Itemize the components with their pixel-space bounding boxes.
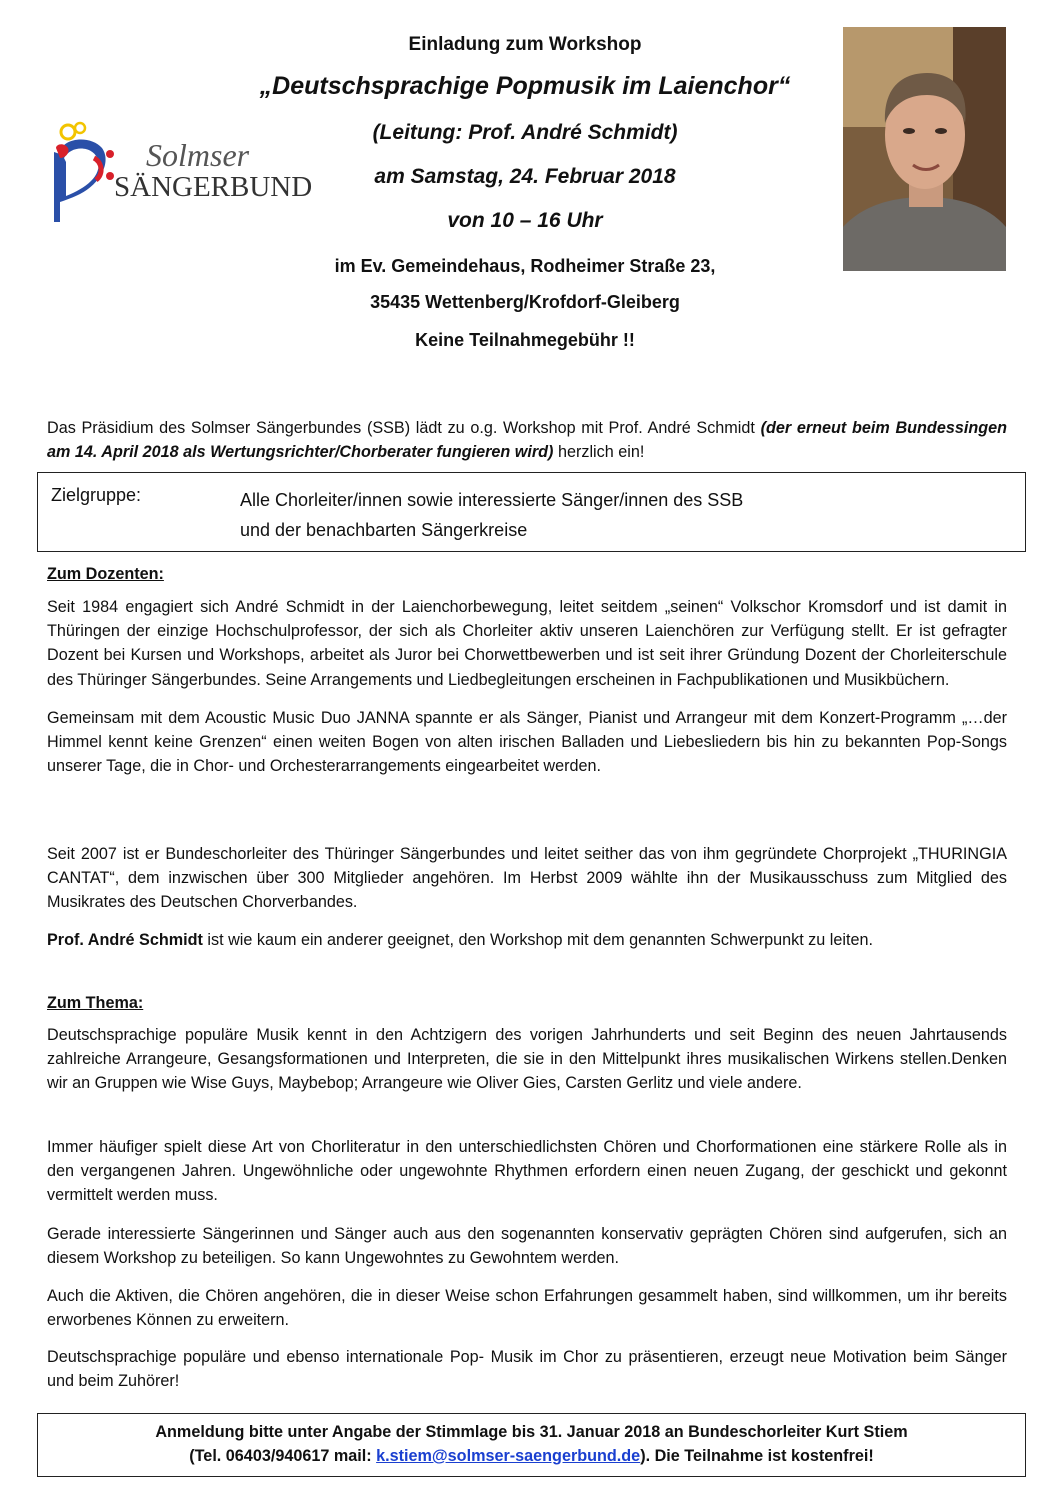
solmser-saengerbund-logo: [50, 118, 312, 230]
dozent-paragraph-1: Seit 1984 engagiert sich André Schmidt in der Laienchorbewegung, leitet seitdem „seinen“ Volkschor Kromsdorf und ist damit in Thüringen der einzige Hochschulprofessor, der sich als Chorleiter aktiv unseren Laienchören zur Verfügung stellt. Er ist gefragter Dozent bei Kursen und Workshops, arbeitet als Juror bei Chorwettbewerben und ist seit ihrer Gründung Dozent der Chorleiterschule des Thüringer Sängerbundes. Seine Arrangements und Liedbegleitungen erscheinen in Fachpublikationen und Musikbüchern.: [47, 598, 1007, 689]
workshop-invitation-label: Einladung zum Workshop: [408, 34, 642, 55]
target-group-line-2: und der benachbarten Sängerkreise: [240, 520, 528, 540]
workshop-time: von 10 – 16 Uhr: [447, 209, 603, 232]
portrait-photo: [843, 27, 1006, 271]
intro-paragraph: [47, 416, 1007, 464]
registration-line-1: Anmeldung bitte unter Angabe der Stimmlage bis 31. Januar 2018 an Bundeschorleiter Kurt Stiem: [155, 1423, 908, 1441]
workshop-date: am Samstag, 24. Februar 2018: [374, 165, 676, 188]
venue-line-1: im Ev. Gemeindehaus, Rodheimer Straße 23,: [334, 256, 716, 276]
fee-note: Keine Teilnahmegebühr !!: [415, 330, 635, 350]
dozent-paragraph-4: [47, 928, 1007, 952]
registration-box: [37, 1413, 1026, 1477]
dozent-paragraph-4-rest: ist wie kaum ein anderer geeignet, den Workshop mit dem genannten Schwerpunkt zu leiten.: [202, 931, 873, 949]
registration-phone-text: (Tel. 06403/940617 mail:: [189, 1447, 377, 1465]
dozent-paragraph-2: Gemeinsam mit dem Acoustic Music Duo JANNA spannte er als Sänger, Pianist und Arrangeur mit dem Konzert-Programm „…der Himmel kennt keine Grenzen“ einen weiten Bogen von alten irischen Balladen und Liebesliedern bis hin zu bekannten Pop-Songs unserer Tage, die in Chor- und Orchesterarrangements eingearbeitet werden.: [47, 709, 1007, 776]
target-group-box: [37, 472, 1026, 552]
section-heading-thema: Zum Thema:: [47, 994, 144, 1012]
section-heading-dozent: Zum Dozenten:: [47, 565, 164, 583]
thema-paragraph-4: Auch die Aktiven, die Chören angehören, die in dieser Weise schon Erfahrungen gesammelt haben, sind willkommen, um ihr bereits erworbenes Können zu erweitern.: [47, 1287, 1007, 1330]
dozent-paragraph-3: Seit 2007 ist er Bundeschorleiter des Thüringer Sängerbundes und leitet seither das von ihm gegründete Chorprojekt „THURINGIA CANTAT“, dem inzwischen über 300 Mitglieder angehören. Im Herbst 2009 wählte ihn der Musikausschuss zum Mitglied des Musikrates des Deutschen Chorverbandes.: [47, 845, 1007, 912]
registration-line-2: [38, 1444, 1025, 1468]
intro-text-a: Das Präsidium des Solmser Sängerbundes (SSB) lädt zu o.g. Workshop mit Prof. André Schmidt: [47, 419, 761, 437]
workshop-leader: (Leitung: Prof. André Schmidt): [372, 121, 678, 144]
logo-text-solmser: Solmser: [146, 137, 250, 173]
intro-text-b: herzlich ein!: [553, 443, 645, 462]
registration-free-text: ). Die Teilnahme ist kostenfrei!: [640, 1447, 874, 1465]
thema-paragraph-5: Deutschsprachige populäre und ebenso internationale Pop- Musik im Chor zu präsentieren, erzeugt neue Motivation beim Sänger und beim Zuhörer!: [47, 1348, 1007, 1391]
bass-clef-icon: [54, 123, 114, 222]
target-group-text: [240, 485, 1010, 545]
thema-paragraph-1: Deutschsprachige populäre Musik kennt in den Achtzigern des vorigen Jahrhunderts und seit Beginn des neuen Jahrtausends zahlreiche Arrangeure, Gesangsformationen und Interpreten, die sie in den Mittelpunkt ihres musikalischen Wirkens stellen.Denken wir an Gruppen wie Wise Guys, Maybebop; Arrangeure wie Oliver Gies, Carsten Gerlitz und viele andere.: [47, 1026, 1007, 1093]
workshop-title: „Deutschsprachige Popmusik im Laienchor“: [259, 72, 791, 100]
dozent-name-bold: Prof. André Schmidt: [47, 931, 203, 949]
thema-paragraph-2: Immer häufiger spielt diese Art von Chorliteratur in den unterschiedlichsten Chören und Chorformationen eine stärkere Rolle als in den vergangenen Jahren. Ungewöhnliche oder ungewohnte Rhythmen erfordern einen neuen Zugang, der geschickt und gekonnt vermittelt werden muss.: [47, 1138, 1007, 1205]
intro-text-italic: (der erneut beim Bundessingen am 14. April 2018 als Wertungsrichter/Chorberater fungieren wird): [47, 419, 1007, 462]
venue-line-2: 35435 Wettenberg/Krofdorf-Gleiberg: [370, 292, 680, 312]
target-group-line-1: Alle Chorleiter/innen sowie interessierte Sänger/innen des SSB: [240, 490, 744, 510]
thema-paragraph-3: Gerade interessierte Sängerinnen und Sänger auch aus den sogenannten konservativ geprägten Chören sind aufgerufen, sich an diesem Workshop zu beteiligen. So kann Ungewohntes zu Gewohntem werden.: [47, 1225, 1007, 1268]
target-group-label: Zielgruppe:: [51, 485, 142, 505]
email-link[interactable]: k.stiem@solmser-saengerbund.de: [376, 1447, 641, 1465]
logo-text-saengerbund: SÄNGERBUND: [114, 171, 312, 203]
